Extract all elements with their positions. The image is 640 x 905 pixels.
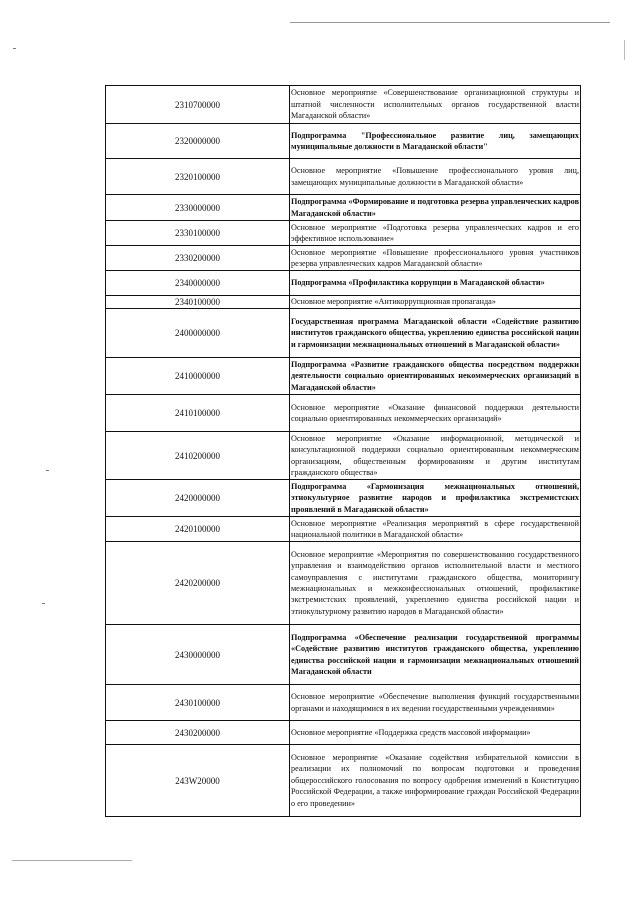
row-description: Основное мероприятие «Оказание информационной, методической и консультационной поддержки социально ориентированным некоммерческим организациям, общественным формированиям и другим институтам гражданского общества»	[290, 432, 581, 480]
row-code: 2320000000	[106, 124, 290, 159]
row-code: 2330100000	[106, 221, 290, 246]
table-row	[106, 625, 581, 685]
row-code: 2310700000	[106, 86, 290, 124]
row-code: 243W20000	[106, 745, 290, 817]
row-description: Государственная программа Магаданской области «Содействие развитию институтов гражданского общества, укреплению единства российской нации и гармонизации межнациональных отношений в Магаданской области»	[290, 309, 581, 358]
table-row	[106, 745, 581, 817]
budget-codes-table	[105, 85, 581, 817]
row-code: 2430100000	[106, 685, 290, 721]
row-code: 2340100000	[106, 296, 290, 309]
table-row	[106, 309, 581, 358]
row-code: 2330000000	[106, 195, 290, 221]
table-row	[106, 86, 581, 124]
row-description: Подпрограмма «Формирование и подготовка резерва управленческих кадров Магаданской области»	[290, 195, 581, 221]
scan-speck	[13, 48, 16, 49]
row-description: Основное мероприятие «Подготовка резерва управленческих кадров и его эффективное использование»	[290, 221, 581, 246]
scan-speck	[42, 603, 45, 604]
row-code: 2330200000	[106, 246, 290, 271]
row-description: Основное мероприятие «Поддержка средств массовой информации»	[290, 721, 581, 745]
table-row	[106, 517, 581, 542]
table-row	[106, 271, 581, 296]
row-description: Основное мероприятие «Оказание содействия избирательной комиссии в реализации их полномочий по вопросам подготовки и проведения общероссийского голосования по вопросу одобрения изменений в Конституцию Российской Федерации, а также информирование граждан Российской Федерации о его проведении»	[290, 745, 581, 817]
table-row	[106, 195, 581, 221]
table-row	[106, 721, 581, 745]
table-row	[106, 542, 581, 625]
row-code: 2340000000	[106, 271, 290, 296]
row-description: Основное мероприятие «Реализация мероприятий в сфере государственной национальной политики в Магаданской области»	[290, 517, 581, 542]
table-row	[106, 395, 581, 432]
table-row	[106, 159, 581, 195]
table-row	[106, 246, 581, 271]
row-description: Основное мероприятие «Обеспечение выполнения функций государственными органами и находящимися в их ведении государственными учреждениями»	[290, 685, 581, 721]
row-description: Основное мероприятие «Мероприятия по совершенствованию государственного управления и взаимодействию органов исполнительной власти и местного самоуправления с институтами гражданского общества, мониторингу межнациональных и межконфессиональных отношений, профилактике экстремистских проявлений, укреплению единства российской нации и этнокультурному развитию народов в Магаданской области»	[290, 542, 581, 625]
row-code: 2410100000	[106, 395, 290, 432]
table-row	[106, 358, 581, 395]
row-code: 2320100000	[106, 159, 290, 195]
table-row	[106, 124, 581, 159]
row-description: Подпрограмма «Профилактика коррупции в Магаданской области»	[290, 271, 581, 296]
table-row	[106, 480, 581, 517]
row-code: 2430200000	[106, 721, 290, 745]
scan-bottom-line	[12, 860, 132, 861]
table-row	[106, 432, 581, 480]
row-code: 2410000000	[106, 358, 290, 395]
row-description: Подпрограмма «Гармонизация межнациональных отношений, этнокультурное развитие народов и профилактика экстремистских проявлений в Магаданской области»	[290, 480, 581, 517]
scan-edge-mark	[624, 40, 625, 60]
row-description: Подпрограмма «Развитие гражданского общества посредством поддержки деятельности социально ориентированных некоммерческих организаций в Магаданской области»	[290, 358, 581, 395]
row-code: 2400000000	[106, 309, 290, 358]
row-description: Основное мероприятие «Повышение профессионального уровня участников резерва управленческих кадров Магаданской области»	[290, 246, 581, 271]
row-description: Основное мероприятие «Повышение профессионального уровня лиц, замещающих муниципальные должности в Магаданской области»	[290, 159, 581, 195]
row-code: 2420000000	[106, 480, 290, 517]
row-code: 2420100000	[106, 517, 290, 542]
table-row	[106, 685, 581, 721]
row-code: 2430000000	[106, 625, 290, 685]
table-row	[106, 296, 581, 309]
table-row	[106, 221, 581, 246]
row-description: Основное мероприятие «Антикоррупционная пропаганда»	[290, 296, 581, 309]
scan-speck	[46, 470, 49, 471]
row-description: Основное мероприятие «Оказание финансовой поддержки деятельности социально ориентированных некоммерческих организаций»	[290, 395, 581, 432]
row-description: Подпрограмма "Профессиональное развитие лиц, замещающих муниципальные должности в Магаданской области"	[290, 124, 581, 159]
row-code: 2410200000	[106, 432, 290, 480]
row-description: Основное мероприятие «Совершенствование организационной структуры и штатной численности исполнительных органов государственной власти Магаданской области»	[290, 86, 581, 124]
scan-edge-line	[290, 22, 610, 23]
row-description: Подпрограмма «Обеспечение реализации государственной программы «Содействие развитию институтов гражданского общества, укреплению единства российской нации и гармонизации межнациональных отношений Магаданской области	[290, 625, 581, 685]
row-code: 2420200000	[106, 542, 290, 625]
